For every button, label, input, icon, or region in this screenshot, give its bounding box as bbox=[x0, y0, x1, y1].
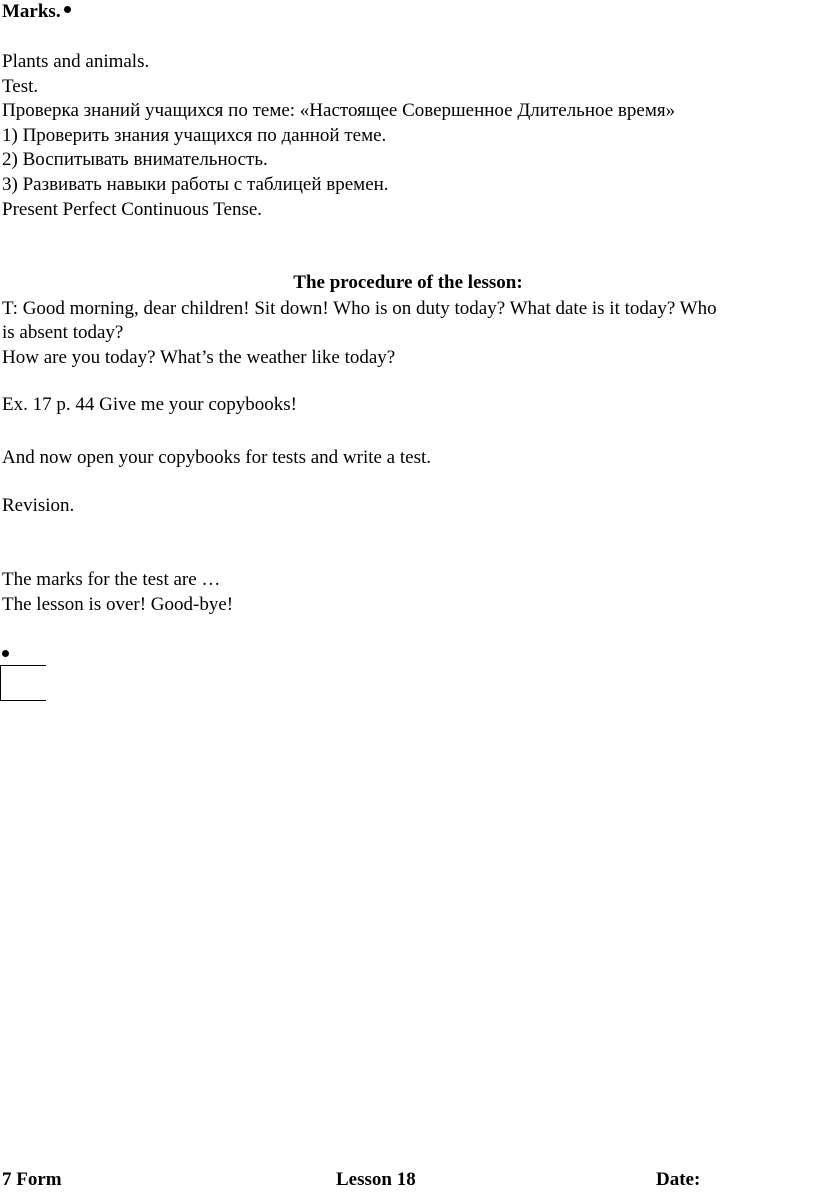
empty-box bbox=[0, 665, 46, 701]
revision-line: Revision. bbox=[2, 495, 75, 516]
topic-line: Plants and animals. bbox=[2, 51, 150, 72]
marks-line: The marks for the test are … bbox=[2, 569, 221, 590]
bullet-icon bbox=[2, 650, 9, 657]
objective-3: 3) Развивать навыки работы с таблицей времен. bbox=[2, 174, 389, 195]
footer-form: 7 Form bbox=[2, 1169, 62, 1190]
page-title bbox=[2, 0, 71, 24]
test-line: And now open your copybooks for tests and write a test. bbox=[2, 447, 432, 468]
title-text: Marks. bbox=[2, 1, 61, 22]
footer-lesson: Lesson 18 bbox=[336, 1169, 416, 1190]
objective-2: 2) Воспитывать внимательность. bbox=[2, 149, 268, 170]
footer-date: Date: bbox=[656, 1169, 701, 1190]
objective-1: 1) Проверить знания учащихся по данной теме. bbox=[2, 125, 387, 146]
procedure-heading: The procedure of the lesson: bbox=[293, 272, 523, 293]
bullet-icon bbox=[64, 6, 71, 13]
exercise-line: Ex. 17 p. 44 Give me your copybooks! bbox=[2, 394, 297, 415]
aim-line: Проверка знаний учащихся по теме: «Настоящее Совершенное Длительное время» bbox=[2, 100, 676, 121]
goodbye-line: The lesson is over! Good-bye! bbox=[2, 594, 234, 615]
type-line: Test. bbox=[2, 76, 39, 97]
greeting-line-1: T: Good morning, dear children! Sit down! Who is on duty today? What date is it today? Who bbox=[2, 298, 717, 319]
grammar-line: Present Perfect Continuous Tense. bbox=[2, 199, 263, 220]
greeting-line-3: How are you today? What’s the weather like today? bbox=[2, 347, 396, 368]
greeting-line-2: is absent today? bbox=[2, 322, 124, 343]
